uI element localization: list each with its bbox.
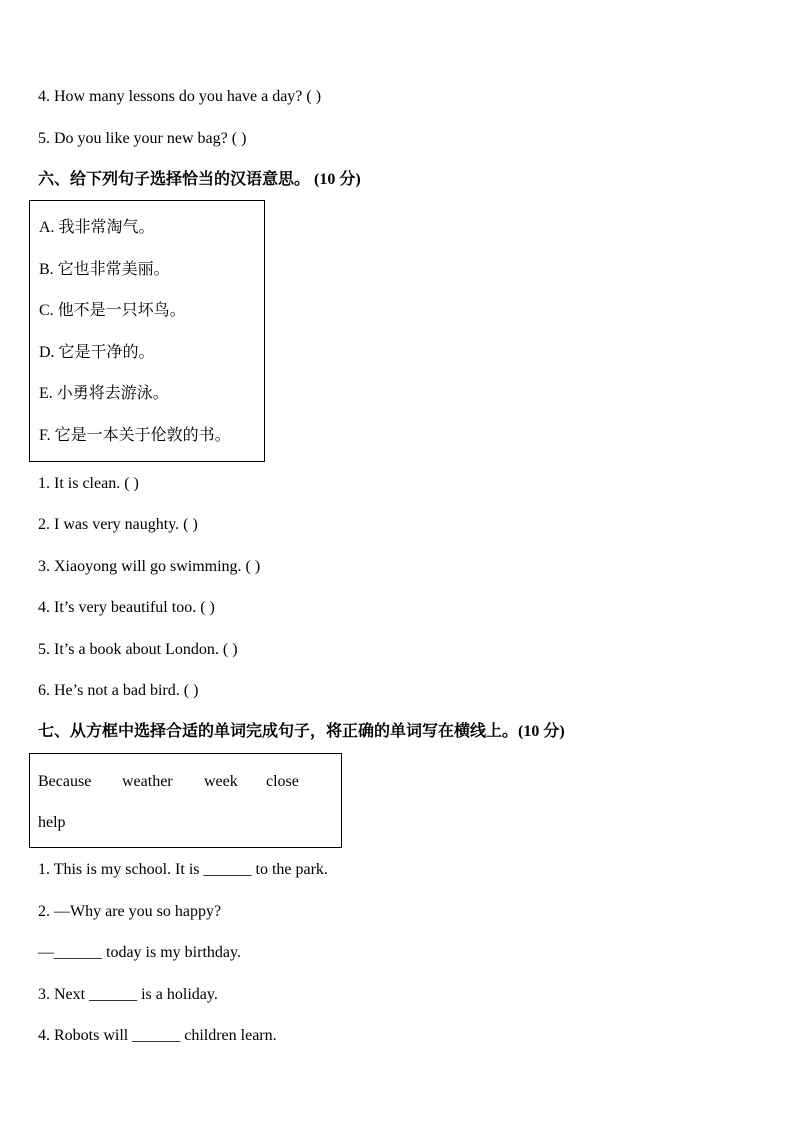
section-6-question-2: 2. I was very naughty. ( ): [38, 516, 198, 533]
word-help: help: [38, 814, 66, 831]
option-d: D. 它是干净的。: [39, 344, 155, 361]
section-6-question-4: 4. It’s very beautiful too. ( ): [38, 599, 215, 616]
section-6-options-box: [29, 200, 265, 462]
word-weather: weather: [122, 773, 173, 790]
option-b: B. 它也非常美丽。: [39, 261, 170, 278]
section-7-question-3: 3. Next ______ is a holiday.: [38, 986, 218, 1003]
word-close: close: [266, 773, 299, 790]
question-5-prev: 5. Do you like your new bag? ( ): [38, 130, 247, 147]
section-6-heading: 六、给下列句子选择恰当的汉语意思。 (10 分): [38, 171, 361, 188]
section-6-question-3: 3. Xiaoyong will go swimming. ( ): [38, 558, 261, 575]
section-7-question-4: 4. Robots will ______ children learn.: [38, 1027, 277, 1044]
section-7-question-1: 1. This is my school. It is ______ to the park.: [38, 861, 328, 878]
section-6-question-5: 5. It’s a book about London. ( ): [38, 641, 238, 658]
word-because: Because: [38, 773, 92, 790]
section-7-heading: 七、从方框中选择合适的单词完成句子，将正确的单词写在横线上。(10 分): [38, 723, 565, 740]
section-6-question-1: 1. It is clean. ( ): [38, 475, 139, 492]
option-e: E. 小勇将去游泳。: [39, 385, 169, 402]
option-f: F. 它是一本关于伦敦的书。: [39, 427, 231, 444]
section-7-question-2: 2. —Why are you so happy?: [38, 903, 222, 920]
section-7-answer-2: —______ today is my birthday.: [38, 944, 241, 961]
option-c: C. 他不是一只坏鸟。: [39, 302, 186, 319]
section-6-question-6: 6. He’s not a bad bird. ( ): [38, 682, 199, 699]
word-week: week: [204, 773, 238, 790]
section-7-word-box: [29, 753, 342, 848]
question-4-prev: 4. How many lessons do you have a day? ( ): [38, 88, 322, 105]
option-a: A. 我非常淘气。: [39, 219, 155, 236]
